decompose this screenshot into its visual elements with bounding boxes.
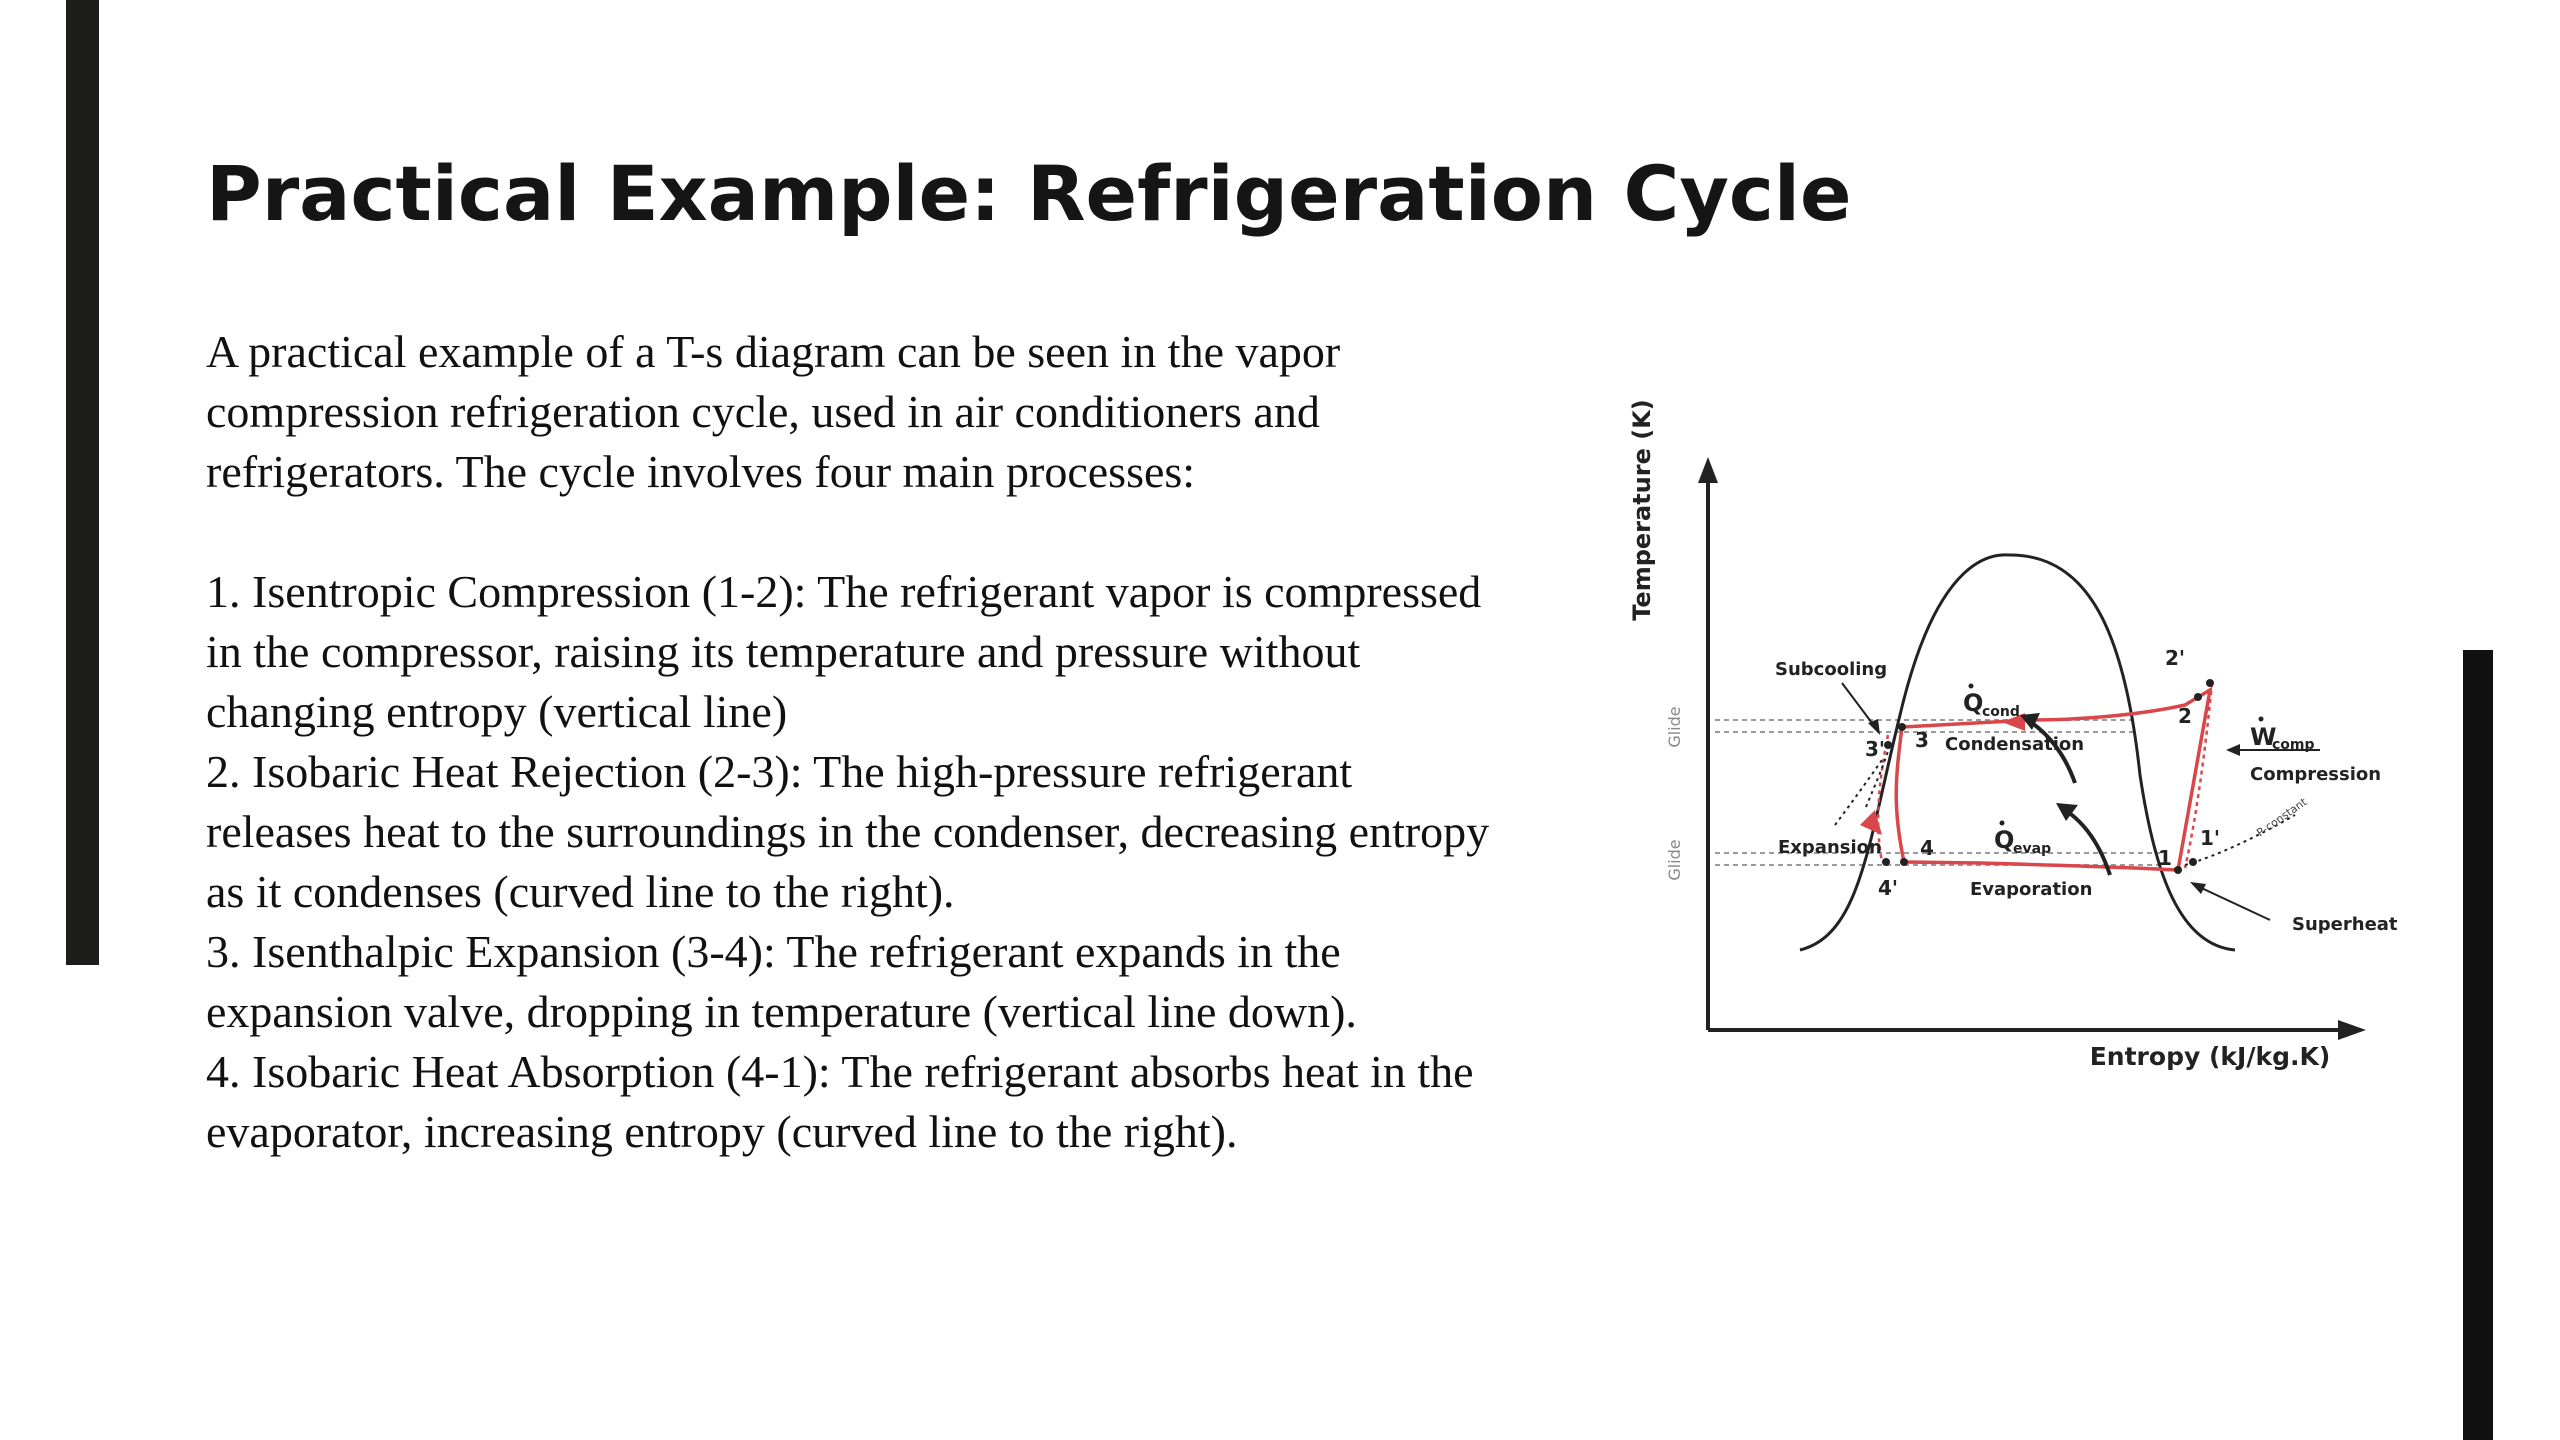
point-3p-dot [1884,741,1892,749]
y-axis-label: Temperature (K) [1628,399,1656,621]
q-cond-subscript: cond [1982,704,2020,720]
point-4p-label: 4' [1878,876,1899,900]
point-4-label: 4 [1920,836,1934,860]
cycle-evaporation [1904,862,2178,870]
label-subcooling: Subcooling [1775,659,1888,680]
process-line: 4. Isobaric Heat Absorption (4-1): The refrigerant absorbs heat in the [206,1046,1474,1097]
label-condensation: Condensation [1945,734,2085,755]
intro-line: refrigerators. The cycle involves four main processes: [206,446,1196,497]
intro-line: A practical example of a T-s diagram can be seen in the vapor [206,326,1341,377]
process-line: 1. Isentropic Compression (1-2): The refrigerant vapor is compressed [206,566,1482,617]
point-2-dot [2194,693,2202,701]
point-4-dot [1900,858,1908,866]
point-3-label: 3 [1915,728,1929,752]
process-line: changing entropy (vertical line) [206,686,788,737]
point-1p-label: 1' [2200,826,2221,850]
point-1p-dot [2189,858,2197,866]
process-line: 2. Isobaric Heat Rejection (2-3): The high-pressure refrigerant [206,746,1353,797]
slide-title: Practical Example: Refrigeration Cycle [206,149,1852,238]
point-2p-label: 2' [2165,646,2186,670]
process-line: releases heat to the surroundings in the condenser, decreasing entropy [206,806,1490,857]
q-cond-dot [1969,684,1974,689]
paragraph-gap [206,502,1626,562]
superheat-arrow-icon [2190,882,2206,894]
point-1-dot [2174,866,2182,874]
right-accent-bar [2463,650,2493,1440]
process-line: in the compressor, raising its temperature and pressure without [206,626,1361,677]
q-evap-subscript: evap [2013,841,2052,857]
point-3p-label: 3' [1865,737,1886,761]
process-line: 3. Isenthalpic Expansion (3-4): The refrigerant expands in the [206,926,1341,977]
cycle-compression-condensation [1902,690,2210,870]
left-accent-bar [66,0,99,965]
glide-label-bottom: Glide [1665,839,1684,881]
y-axis-arrow-icon [1698,457,1718,483]
process-line: as it condenses (curved line to the right). [206,866,955,917]
q-evap-dot [2000,821,2005,826]
x-axis-arrow-icon [2338,1020,2366,1040]
point-3-dot [1898,723,1906,731]
point-2-label: 2 [2178,704,2192,728]
q-evap-symbol: Q [1994,826,2015,854]
subcooling-pointer [1842,683,1875,727]
w-comp-dot [2259,717,2264,722]
label-compression: Compression [2250,764,2382,785]
intro-line: compression refrigeration cycle, used in air conditioners and [206,386,1320,437]
q-cond-symbol: Q [1963,689,1984,717]
glide-label-top: Glide [1665,706,1684,748]
ts-diagram [1620,375,2420,1095]
x-axis-label: Entropy (kJ/kg.K) [2089,1042,2331,1071]
label-expansion: Expansion [1778,837,1882,858]
point-2p-dot [2206,679,2214,687]
label-evaporation: Evaporation [1970,879,2093,900]
compression-arrow-icon [2226,744,2240,756]
point-1-label: 1 [2158,846,2172,870]
cycle-expansion [1896,727,1904,862]
label-superheat: Superheat [2292,914,2398,935]
label-p-constant: P-constant [2254,795,2310,840]
point-4p-dot [1882,858,1890,866]
slide-body [206,322,1626,1162]
w-comp-symbol: W [2250,723,2277,751]
w-comp-subscript: comp [2272,737,2315,753]
process-line: evaporator, increasing entropy (curved line to the right). [206,1106,1238,1157]
superheat-pointer [2195,885,2270,920]
process-line: expansion valve, dropping in temperature (vertical line down). [206,986,1357,1037]
